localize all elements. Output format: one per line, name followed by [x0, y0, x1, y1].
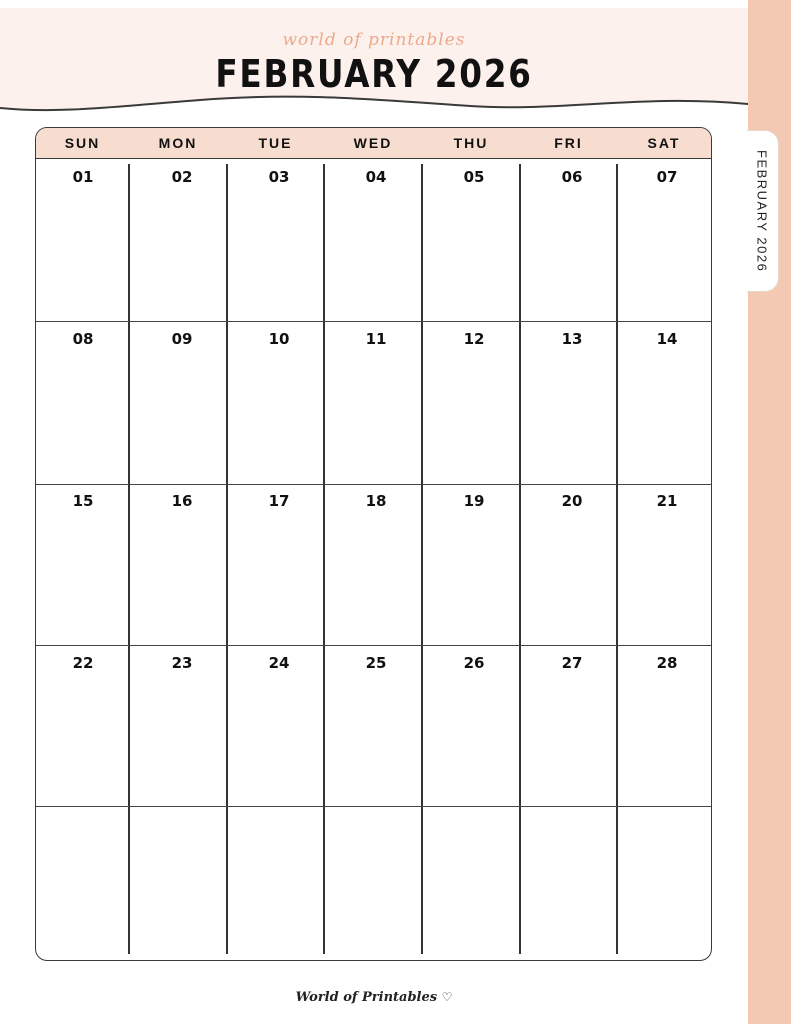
day-cell-number: 21 [656, 492, 678, 510]
weekday-tue: TUE [258, 135, 293, 151]
calendar-grid [35, 127, 712, 961]
footer-brand-text: World of Printables [295, 990, 438, 1005]
day-cell-number: 15 [72, 492, 94, 510]
day-cell-number: 10 [268, 330, 290, 348]
day-cell-number: 17 [268, 492, 290, 510]
day-cell-number: 14 [656, 330, 678, 348]
day-cell-number: 08 [72, 330, 94, 348]
day-cell-number: 07 [656, 168, 678, 186]
column-divider [128, 164, 130, 954]
column-divider [226, 164, 228, 954]
day-cell-number: 09 [171, 330, 193, 348]
column-divider [519, 164, 521, 954]
day-cell-number: 05 [463, 168, 485, 186]
row-divider [36, 321, 711, 322]
day-cell-number: 26 [463, 654, 485, 672]
header-band [0, 8, 748, 118]
day-cell-number: 04 [365, 168, 387, 186]
month-tab-label: FEBRUARY 2026 [754, 149, 770, 273]
weekday-thu: THU [453, 135, 489, 151]
row-divider [36, 484, 711, 485]
day-cell-number: 11 [365, 330, 387, 348]
day-cell-number: 01 [72, 168, 94, 186]
weekday-sat: SAT [647, 135, 681, 151]
weekday-wed: WED [353, 135, 393, 151]
row-divider [36, 806, 711, 807]
weekday-header [36, 128, 711, 159]
row-divider [36, 645, 711, 646]
weekday-sun: SUN [64, 135, 101, 151]
weekday-mon: MON [158, 135, 198, 151]
day-cell-number: 18 [365, 492, 387, 510]
day-cell-number: 02 [171, 168, 193, 186]
day-cell-number: 28 [656, 654, 678, 672]
day-cell-number: 03 [268, 168, 290, 186]
footer-brand [0, 990, 748, 1005]
day-cell-number: 25 [365, 654, 387, 672]
day-cell-number: 06 [561, 168, 583, 186]
day-cell-number: 20 [561, 492, 583, 510]
month-tab[interactable] [747, 130, 779, 292]
page-title: FEBRUARY 2026 [215, 52, 533, 96]
brand-script-text: world of printables [282, 30, 466, 50]
column-divider [616, 164, 618, 954]
weekday-fri: FRI [554, 135, 583, 151]
day-cell-number: 27 [561, 654, 583, 672]
day-cell-number: 23 [171, 654, 193, 672]
heart-icon: ♡ [441, 990, 453, 1004]
day-cell-number: 24 [268, 654, 290, 672]
day-cell-number: 16 [171, 492, 193, 510]
day-cell-number: 22 [72, 654, 94, 672]
column-divider [323, 164, 325, 954]
day-cell-number: 19 [463, 492, 485, 510]
column-divider [421, 164, 423, 954]
day-cell-number: 12 [463, 330, 485, 348]
day-cell-number: 13 [561, 330, 583, 348]
